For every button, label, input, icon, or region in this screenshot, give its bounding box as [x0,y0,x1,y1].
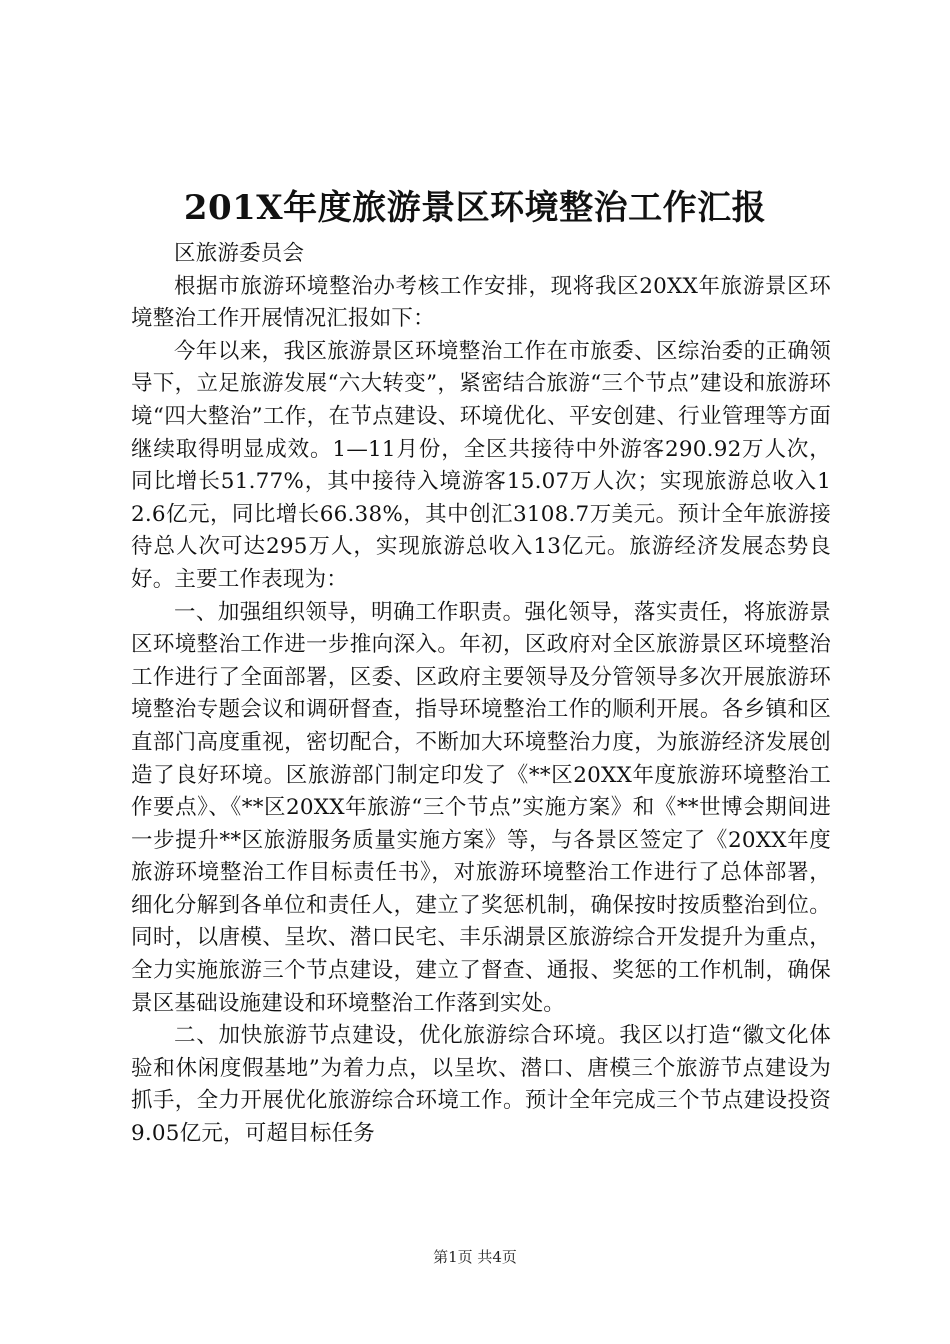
paragraph-overview: 今年以来，我区旅游景区环境整治工作在市旅委、区综治委的正确领导下，立足旅游发展“六大转变”，紧密结合旅游“三个节点”建设和旅游环境“四大整治”工作，在节点建设、环境优化、平安创建、行业管理等方面继续取得明显成效。1—11月份，全区共接待中外游客290.92万人次，同比增长51.77%，其中接待入境游客15.07万人次；实现旅游总收入12.6亿元，同比增长66.38%，其中创汇3108.7万美元。预计全年旅游接待总人次可达295万人，实现旅游总收入13亿元。旅游经济发展态势良好。主要工作表现为： [131,338,831,592]
paragraph-section-two: 二、加快旅游节点建设，优化旅游综合环境。我区以打造“徽文化体验和休闲度假基地”为着力点，以呈坎、潜口、唐模三个旅游节点建设为抓手，全力开展优化旅游综合环境工作。预计全年完成三个节点建设投资9.05亿元，可超目标任务 [131,1023,831,1147]
document-title: 201X年度旅游景区环境整治工作汇报 [183,188,767,228]
paragraph-section-one: 一、加强组织领导，明确工作职责。强化领导，落实责任，将旅游景区环境整治工作进一步推向深入。年初，区政府对全区旅游景区环境整治工作进行了全面部署，区委、区政府主要领导及分管领导多次开展旅游环境整治专题会议和调研督查，指导环境整治工作的顺利开展。各乡镇和区直部门高度重视，密切配合，不断加大环境整治力度，为旅游经济发展创造了良好环境。区旅游部门制定印发了《**区20XX年度旅游环境整治工作要点》、《**区20XX年旅游“三个节点”实施方案》和《**世博会期间进一步提升**区旅游服务质量实施方案》等，与各景区签定了《20XX年度旅游环境整治工作目标责任书》，对旅游环境整治工作进行了总体部署，细化分解到各单位和责任人，建立了奖惩机制，确保按时按质整治到位。同时，以唐模、呈坎、潜口民宅、丰乐湖景区旅游综合开发提升为重点，全力实施旅游三个节点建设，建立了督查、通报、奖惩的工作机制，确保景区基础设施建设和环境整治工作落到实处。 [131,599,831,1016]
document-author: 区旅游委员会 [174,241,305,266]
paragraph-intro: 根据市旅游环境整治办考核工作安排，现将我区20XX年旅游景区环境整治工作开展情况汇报如下： [131,273,831,332]
document-body [131,238,831,1151]
page-number-footer: 第1页 共4页 [433,1248,517,1266]
